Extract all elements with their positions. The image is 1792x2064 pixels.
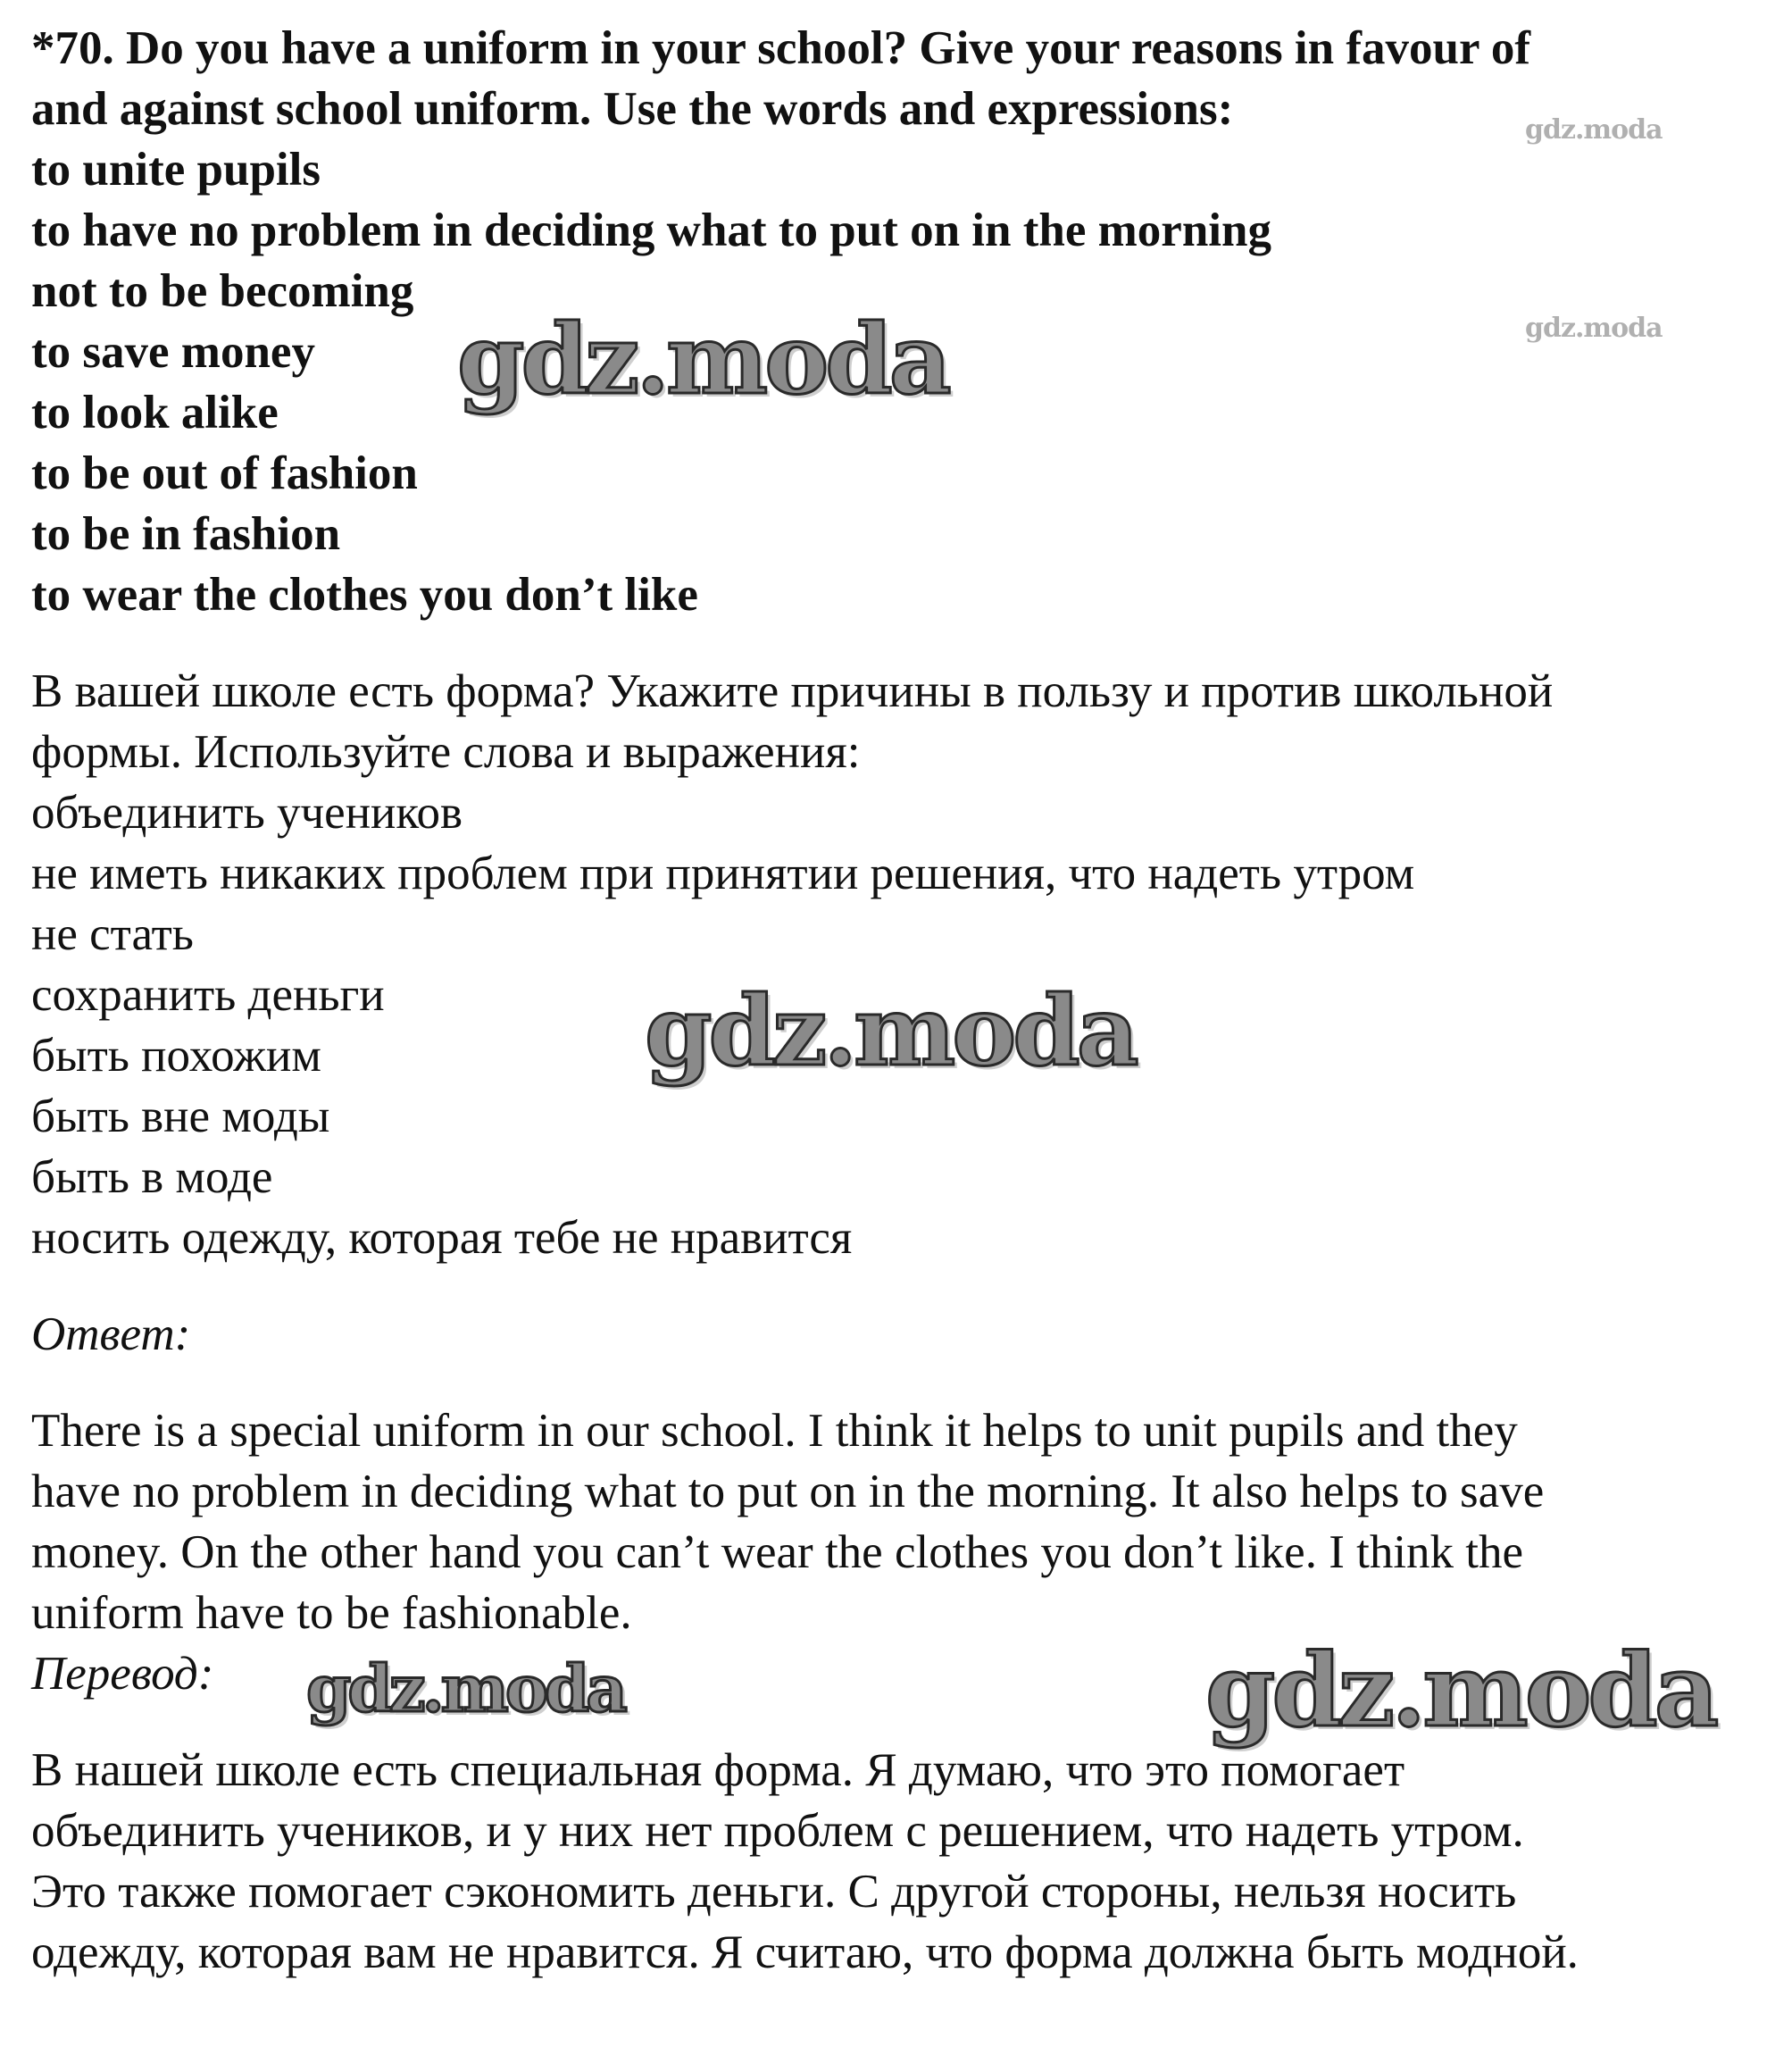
expression-item: to wear the clothes you don’t like — [31, 569, 698, 621]
task-heading-ru-line: В вашей школе есть форма? Укажите причины в пользу и против школьной — [31, 665, 1554, 717]
task-heading-line: and against school uniform. Use the words and expressions: — [31, 83, 1234, 135]
translation-label: Перевод: — [31, 1648, 214, 1700]
expression-ru-item: объединить учеников — [31, 787, 463, 839]
watermark-large: gdz.moda — [306, 1650, 624, 1726]
expression-ru-item: быть похожим — [31, 1030, 321, 1082]
expression-item: to be out of fashion — [31, 447, 418, 499]
task-heading-line: *70. Do you have a uniform in your school? Give your reasons in favour of — [31, 22, 1530, 74]
task-heading — [31, 18, 1772, 139]
expression-ru-item: не стать — [31, 908, 194, 960]
expression-item: not to be becoming — [31, 265, 414, 317]
translation-line: В нашей школе есть специальная форма. Я думаю, что это помогает — [31, 1744, 1405, 1796]
watermark-large: gdz.moda — [457, 304, 948, 416]
watermark-small: gdz.moda — [1525, 114, 1663, 146]
expression-ru-item: сохранить деньги — [31, 969, 385, 1021]
answer-line: There is a special uniform in our school. I think it helps to unit pupils and they — [31, 1405, 1518, 1457]
translation-line: объединить учеников, и у них нет проблем с решением, что надеть утром. — [31, 1805, 1524, 1857]
watermark-small: gdz.moda — [1525, 313, 1663, 344]
expression-item: to look alike — [31, 387, 279, 439]
answer-paragraph — [31, 1400, 1772, 1643]
translation-line: одежду, которая вам не нравится. Я считаю, что форма должна быть модной. — [31, 1926, 1579, 1978]
translation-line: Это также помогает сэкономить деньги. С другой стороны, нельзя носить — [31, 1866, 1517, 1918]
answer-line: uniform have to be fashionable. — [31, 1587, 632, 1639]
expression-ru-item: быть вне моды — [31, 1090, 330, 1142]
expression-item: to save money — [31, 326, 315, 378]
expression-ru-item: быть в моде — [31, 1151, 273, 1203]
expression-ru-item: носить одежду, которая тебе не нравится — [31, 1212, 853, 1264]
answer-line: money. On the other hand you can’t wear the clothes you don’t like. I think the — [31, 1526, 1524, 1578]
task-heading-ru-line: формы. Используйте слова и выражения: — [31, 726, 861, 778]
watermark-large: gdz.moda — [1205, 1633, 1716, 1750]
expression-ru-item: не иметь никаких проблем при принятии решения, что надеть утром — [31, 848, 1415, 899]
watermark-large: gdz.moda — [645, 975, 1136, 1088]
answer-line: have no problem in deciding what to put on in the morning. It also helps to save — [31, 1466, 1545, 1517]
translation-paragraph — [31, 1740, 1772, 1983]
answer-label: Ответ: — [31, 1308, 191, 1360]
expression-item: to be in fashion — [31, 508, 341, 560]
task-heading-ru — [31, 661, 1772, 782]
expression-item: to have no problem in deciding what to put on in the morning — [31, 205, 1271, 256]
expression-item: to unite pupils — [31, 144, 321, 196]
